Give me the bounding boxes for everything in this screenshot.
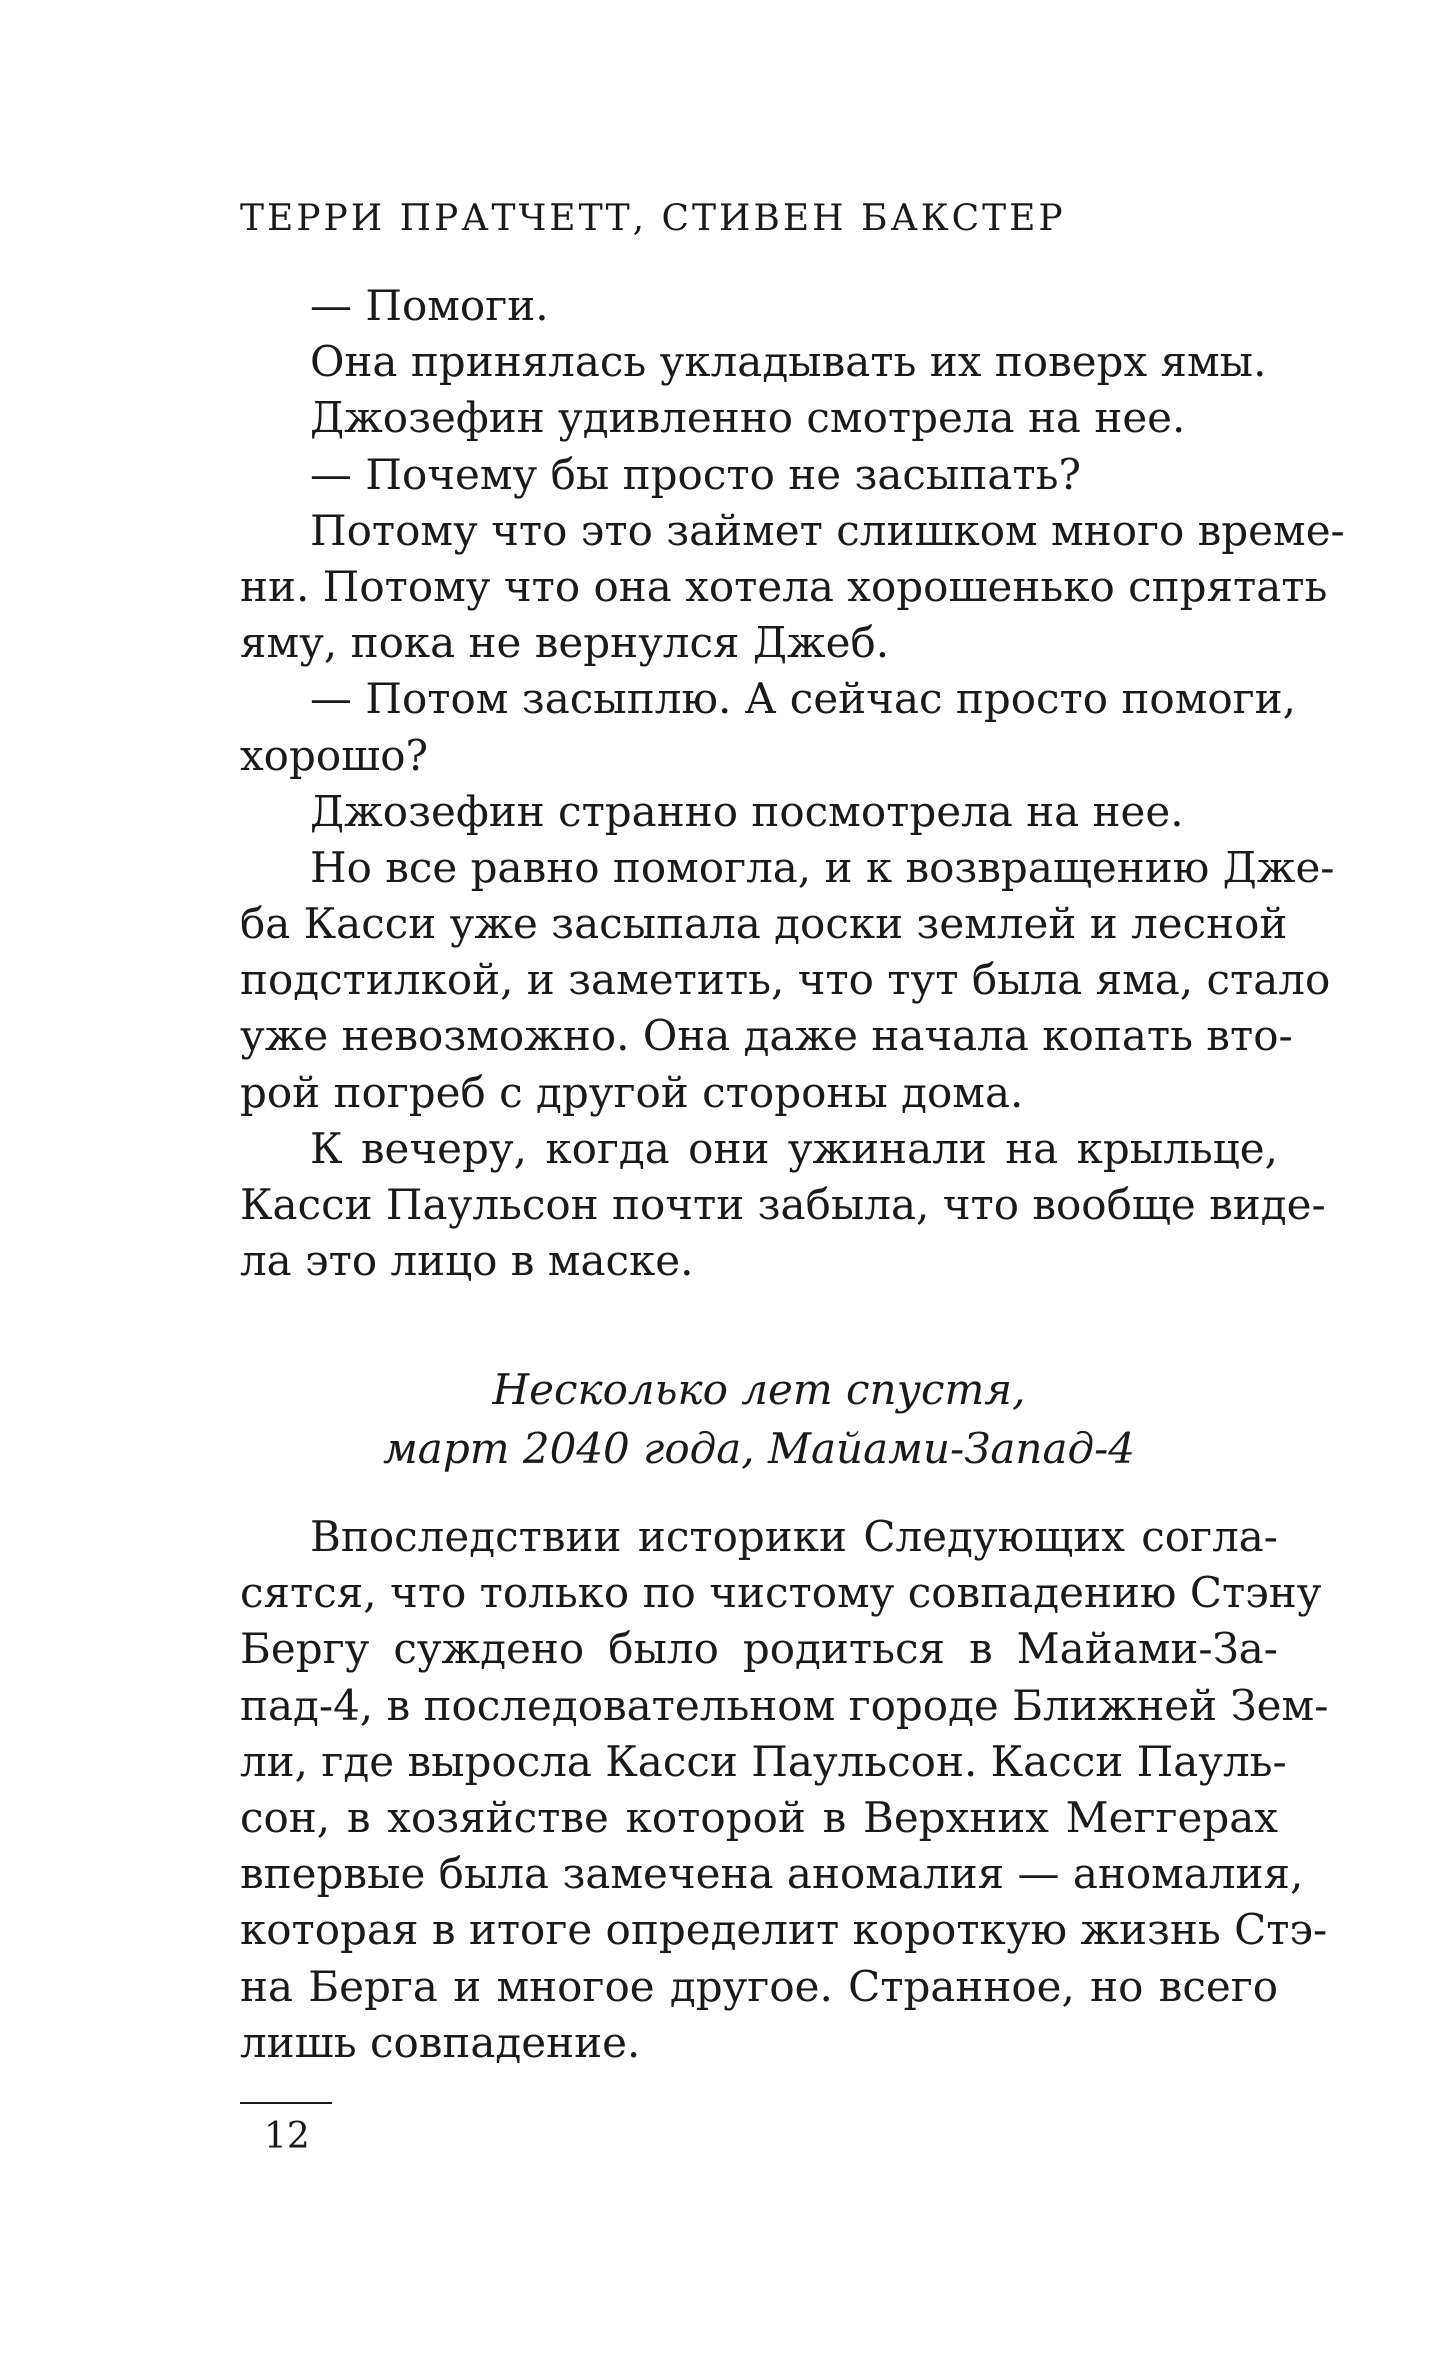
text-line: сон, в хозяйстве которой в Верхних Меггерах <box>240 1792 1278 1842</box>
body-text-part2 <box>240 1509 1329 2071</box>
page-number: 12 <box>264 2116 310 2157</box>
subheading-line-2: март 2040 года, Майами-Запад-4 <box>382 1424 1136 1473</box>
text-line: ла это лицо в маске. <box>240 1236 694 1286</box>
text-line: хорошо? <box>240 730 428 780</box>
text-line: Но все равно помогла, и к возвращению Дже- <box>310 842 1335 892</box>
section-subheading <box>240 1360 1278 1478</box>
text-line: подстилкой, и заметить, что тут была яма, стало <box>240 955 1331 1005</box>
text-line: — Помоги. <box>310 281 549 330</box>
text-line: Джозефин удивленно смотрела на нее. <box>310 393 1186 443</box>
text-line: ба Касси уже засыпала доски землей и лесной <box>240 899 1288 949</box>
text-line: К вечеру, когда они ужинали на крыльце, <box>310 1123 1278 1173</box>
text-line: сятся, что только по чистому совпадению Стэну <box>240 1568 1322 1618</box>
body-text-part1 <box>240 278 1345 1289</box>
text-line: ни. Потому что она хотела хорошенько спрятать <box>240 561 1328 611</box>
text-line: — Почему бы просто не засыпать? <box>310 449 1081 499</box>
text-line: которая в итоге определит короткую жизнь Стэ- <box>240 1905 1328 1955</box>
text-line: Она принялась укладывать их поверх ямы. <box>310 337 1267 387</box>
text-line: впервые была замечена аномалия — аномалия, <box>240 1849 1304 1899</box>
text-line: Касси Паульсон почти забыла, что вообще виде- <box>240 1180 1326 1229</box>
running-head: ТЕРРИ ПРАТЧЕТТ, СТИВЕН БАКСТЕР <box>240 198 1066 239</box>
text-line: уже невозможно. Она даже начала копать вто- <box>240 1011 1293 1061</box>
text-line: Впоследствии историки Следующих согла- <box>310 1512 1278 1561</box>
text-line: ли, где выросла Касси Паульсон. Касси Пауль- <box>240 1736 1287 1786</box>
text-line: рой погреб с другой стороны дома. <box>240 1067 1024 1117</box>
text-line: пад-4, в последовательном городе Ближней Зем- <box>240 1680 1329 1730</box>
text-line: Бергу суждено было родиться в Майами-За- <box>240 1624 1278 1674</box>
text-line: яму, пока не вернулся Джеб. <box>240 618 890 668</box>
text-line: на Берга и многое другое. Странное, но всего <box>240 1961 1278 2011</box>
text-line: — Потом засыплю. А сейчас просто помоги, <box>310 674 1296 724</box>
text-line: Потому что это займет слишком много време- <box>310 505 1345 555</box>
text-line: лишь совпадение. <box>240 2017 641 2067</box>
subheading-line-1: Несколько лет спустя, <box>492 1365 1026 1414</box>
text-line: Джозефин странно посмотрела на нее. <box>310 786 1184 836</box>
footer-rule <box>240 2102 332 2104</box>
